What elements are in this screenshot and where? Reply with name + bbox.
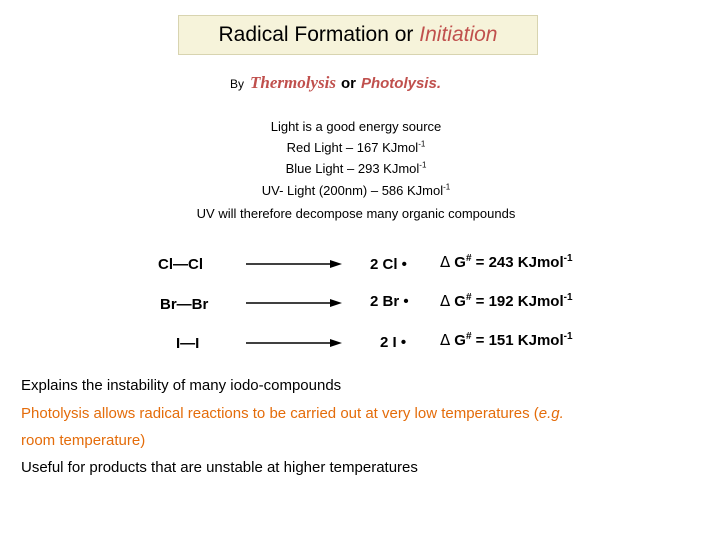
product-i: 2 I •: [380, 334, 407, 351]
note-room-temp: room temperature): [21, 432, 146, 449]
reaction-arrow-2: [246, 298, 342, 308]
slide-title: [178, 15, 538, 55]
energy-line-2: Red Light – 167 KJmol$^{-1}$: [286, 139, 426, 155]
reactant-br2: Br—Br: [160, 296, 209, 313]
delta-g-br: Δ G# = 192 KJmol$^{-1}$: [440, 292, 573, 310]
note-iodo: Explains the instability of many iodo-compounds: [21, 377, 342, 394]
reaction-arrow-3: [246, 338, 342, 348]
subtitle-thermolysis: Thermolysis: [250, 73, 336, 92]
energy-line-5: UV will therefore decompose many organic compounds: [196, 206, 516, 221]
subtitle: [230, 73, 441, 93]
product-br: 2 Br •: [370, 293, 409, 310]
note-useful: Useful for products that are unstable at higher temperatures: [21, 459, 418, 476]
energy-line-1: Light is a good energy source: [270, 119, 442, 134]
subtitle-by: By: [230, 77, 245, 91]
energy-line-3: Blue Light – 293 KJmol$^{-1}$: [285, 160, 427, 176]
title-highlight: Initiation: [419, 23, 498, 46]
reactant-i2: I—I: [176, 335, 200, 352]
delta-g-cl: Δ G# = 243 KJmol$^{-1}$: [440, 253, 573, 271]
subtitle-photolysis: Photolysis.: [360, 75, 441, 92]
reaction-arrow-1: [246, 259, 342, 269]
product-cl: 2 Cl •: [370, 256, 407, 273]
note-photolysis: Photolysis allows radical reactions to be carried out at very low temperatures (e.g.: [21, 405, 564, 422]
subtitle-or: or: [340, 75, 356, 92]
reactant-cl2: Cl—Cl: [158, 256, 203, 273]
delta-g-i: Δ G# = 151 KJmol$^{-1}$: [440, 331, 573, 349]
energy-line-4: UV- Light (200nm) – 586 KJmol$^{-1}$: [261, 182, 451, 198]
title-main: Radical Formation or: [218, 23, 414, 46]
